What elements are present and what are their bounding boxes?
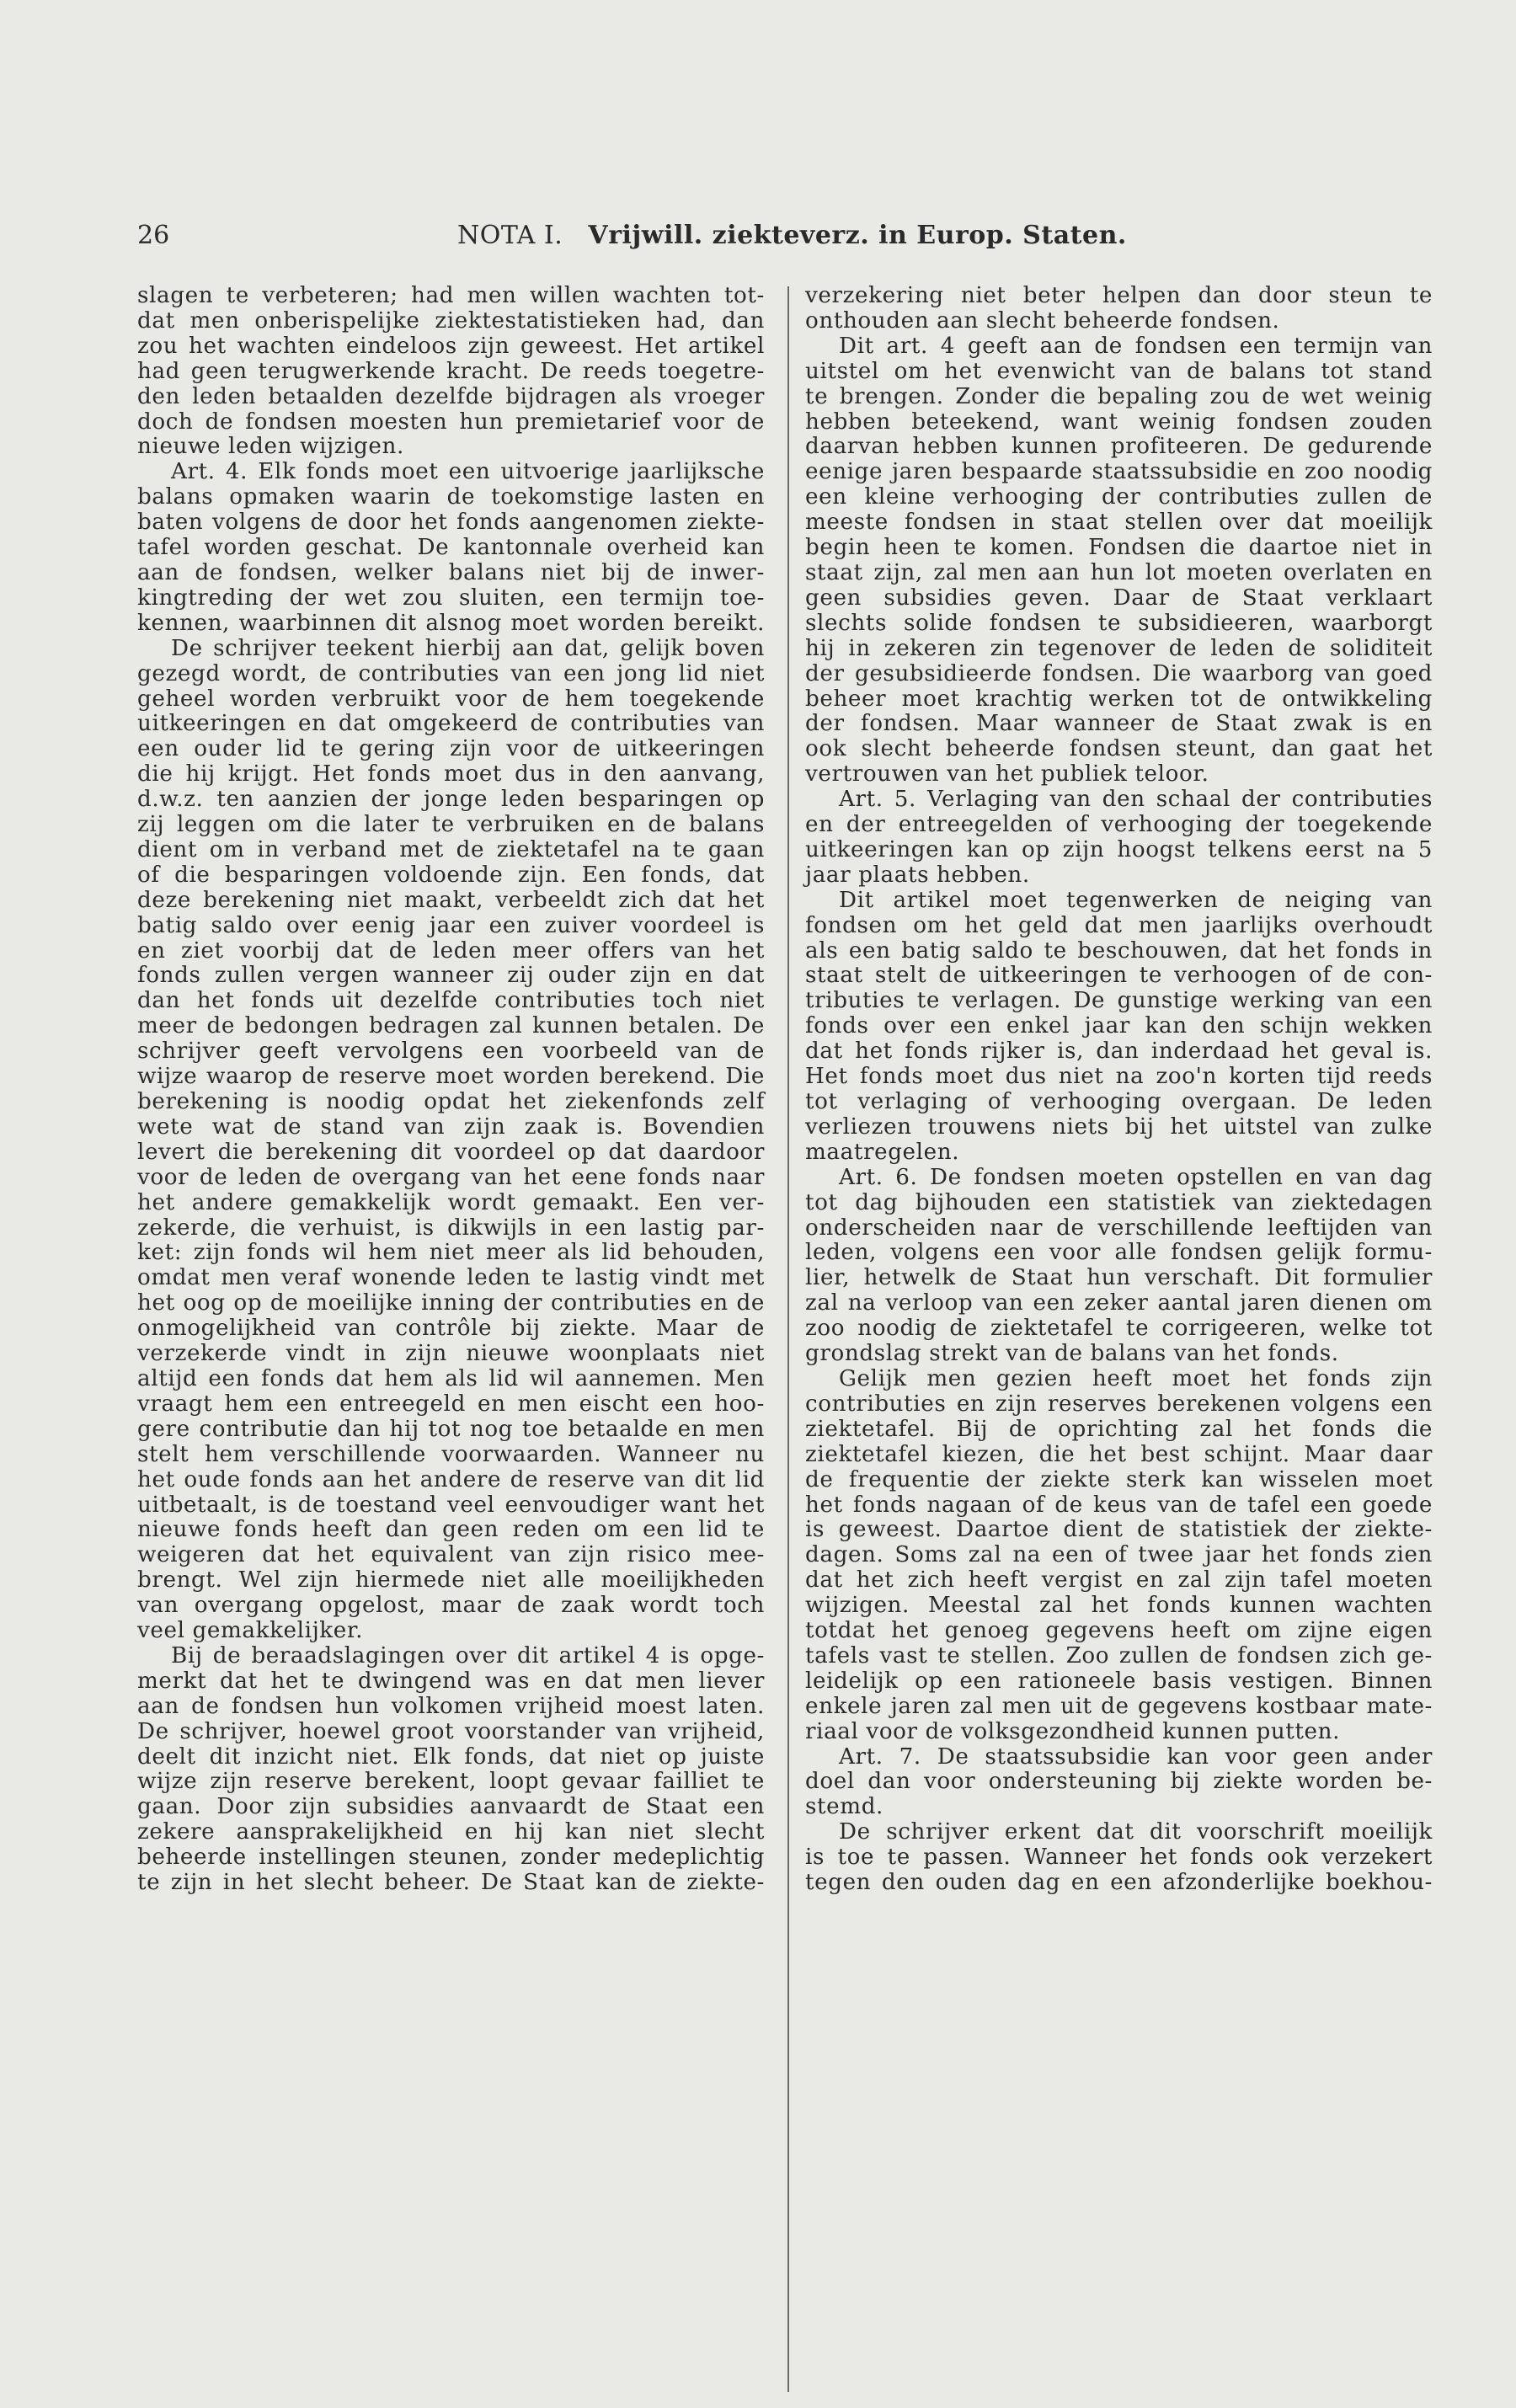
text-line: kingtreding der wet zou sluiten, een termijn toe- [137,585,765,611]
text-line: levert die berekening dit voordeel op dat daardoor [137,1139,765,1165]
text-line: is toe te passen. Wanneer het fonds ook verzekert [805,1845,1433,1871]
text-line: Dit art. 4 geeft aan de fondsen een termijn van [839,333,1433,359]
text-line: Dit artikel moet tegenwerken de neiging van [839,887,1433,913]
text-line: vraagt hem een entreegeld en men eischt een hoo- [137,1391,765,1417]
text-line: dan het fonds uit dezelfde contributies toch niet [137,988,765,1014]
text-line: Het fonds moet dus niet na zoo'n korten tijd reeds [805,1064,1433,1090]
text-line: ket: zijn fonds wil hem niet meer als lid behouden, [137,1240,765,1266]
text-line: stemd. [805,1794,883,1820]
page-number: 26 [137,221,170,250]
text-line: dient om in verband met de ziektetafel na te gaan [137,836,765,862]
text-line: meeste fondsen in staat stellen over dat moeilijk [805,510,1433,536]
text-line: brengt. Wel zijn hiermede niet alle moeilijkheden [137,1567,765,1594]
text-line: wijzigen. Meestal zal het fonds kunnen wachten [805,1593,1433,1619]
text-line: van overgang opgelost, maar de zaak wordt toch [137,1593,765,1619]
text-line: dagen. Soms zal na een of twee jaar het fonds zien [805,1542,1433,1568]
text-line: tot verlaging of verhooging overgaan. De leden [805,1089,1433,1114]
text-line: contributies en zijn reserves berekenen volgens een [805,1391,1433,1417]
text-line: beheerde instellingen steunen, zonder medeplichtig [137,1845,765,1871]
text-line: altijd een fonds dat hem als lid wil aannemen. Men [137,1365,765,1391]
text-line: fondsen om het geld dat men jaarlijks overhoudt [805,912,1433,938]
text-line: een ouder lid te gering zijn voor de uitkeeringen [137,736,765,762]
text-line: uitbetaalt, is de toestand veel eenvoudiger want het [137,1492,765,1518]
text-line: weigeren dat het equivalent van zijn risico mee- [137,1542,765,1568]
text-line: tributies te verlagen. De gunstige werking van een [805,988,1433,1014]
text-line: begin heen te komen. Fondsen die daartoe niet in [805,535,1433,561]
title-text: Vrijwill. ziekteverz. in Europ. Staten. [588,221,1127,250]
text-line: gere contributie dan hij tot nog toe betaalde en men [137,1416,765,1442]
text-line: merkt dat het te dwingend was en dat men liever [137,1668,765,1694]
text-line: der gesubsidieerde fondsen. Die waarborg van goed [805,660,1433,686]
text-line: slagen te verbeteren; had men willen wachten tot- [137,283,765,308]
text-line: uitstel om het evenwicht van de balans tot stand [805,358,1433,384]
text-line: omdat men veraf wonende leden te lastig vindt met [137,1265,765,1291]
text-line: slechts solide fondsen te subsidieeren, waarborgt [805,610,1433,636]
text-line: Bij de beraadslagingen over dit artikel 4 is opge- [171,1642,765,1669]
text-line: zekerde, die verhuist, is dikwijls in een lastig par- [137,1215,765,1241]
text-line: en der entreegelden of verhooging der toegekende [805,812,1433,838]
text-line: stelt hem verschillende voorwaarden. Wanneer nu [137,1441,765,1467]
text-line: hebben beteekend, want weinig fondsen zouden [805,408,1433,435]
text-line: staat zijn, zal men aan hun lot moeten overlaten en [805,559,1433,585]
text-line: voor de leden de overgang van het eene fonds naar [137,1164,765,1190]
text-line: is geweest. Daartoe dient de statistiek der ziekte- [805,1517,1433,1543]
text-line: staat stelt de uitkeeringen te verhoogen of de con- [805,963,1433,989]
text-line: schrijver geeft vervolgens een voorbeeld van de [137,1038,765,1065]
text-line: d.w.z. ten aanzien der jonge leden besparingen op [137,787,765,813]
text-line: te zijn in het slecht beheer. De Staat kan de ziekte- [137,1870,765,1896]
text-line: De schrijver, hoewel groot voorstander van vrijheid, [137,1718,765,1744]
text-line: Art. 5. Verlaging van den schaal der contributies [839,787,1433,813]
text-line: de frequentie der ziekte sterk kan wisselen moet [805,1466,1433,1492]
text-line: der fondsen. Maar wanneer de Staat zwak is en [805,711,1433,737]
text-line: verzekering niet beter helpen dan door steun te [805,283,1433,308]
text-line: baten volgens de door het fonds aangenomen ziekte- [137,510,765,536]
text-line: onmogelijkheid van contrôle bij ziekte. Maar de [137,1316,765,1342]
text-line: Art. 6. De fondsen moeten opstellen en van dag [839,1164,1433,1190]
text-line: leden, volgens een voor alle fondsen gelijk formu- [805,1240,1433,1266]
text-line: batig saldo over eenig jaar een zuiver voordeel is [137,912,765,938]
text-line: uitkeeringen en dat omgekeerd de contributies van [137,711,765,737]
text-line: doel dan voor ondersteuning bij ziekte worden be- [805,1769,1433,1795]
text-line: het oog op de moeilijke inning der contributies en de [137,1290,765,1316]
text-line: uitkeeringen kan op zijn hoogst telkens eerst na 5 [805,836,1433,862]
text-line: doch de fondsen moesten hun premietarief voor de [137,408,765,435]
text-line: fonds over een enkel jaar kan den schijn wekken [805,1013,1433,1039]
text-line: nieuwe leden wijzigen. [137,434,404,460]
text-line: jaar plaats hebben. [805,862,1030,888]
column-divider [787,286,789,2392]
text-line: zij leggen om die later te verbruiken en de balans [137,812,765,838]
text-line: zekere aansprakelijkheid en hij kan niet slecht [137,1819,765,1845]
text-line: het oude fonds aan het andere de reserve van dit lid [137,1466,765,1492]
text-line: grondslag strekt van de balans van het fonds. [805,1341,1339,1367]
text-line: deze berekening niet maakt, verbeeldt zich dat het [137,887,765,913]
text-line: hij in zekeren zin tegenover de leden de soliditeit [805,635,1433,661]
text-line: leidelijk op een rationeele basis vestigen. Binnen [805,1668,1433,1694]
running-title [457,221,1127,250]
text-line: gezegd wordt, de contributies van een jong lid niet [137,660,765,686]
text-line: kennen, waarbinnen dit alsnog moet worden bereikt. [137,610,765,636]
text-line: verliezen trouwens niets bij het uitstel van zulke [805,1113,1433,1140]
text-line: wijze waarop de reserve moet worden berekend. Die [137,1064,765,1090]
text-line: De schrijver teekent hierbij aan dat, gelijk boven [171,635,765,661]
text-line: een kleine verhooging der contributies zullen de [805,484,1433,510]
text-line: zou het wachten eindeloos zijn geweest. Het artikel [137,333,765,359]
text-line: onderscheiden naar de verschillende leeftijden van [805,1215,1433,1241]
text-line: Gelijk men gezien heeft moet het fonds zijn [839,1365,1433,1391]
text-line: te brengen. Zonder die bepaling zou de wet weinig [805,383,1433,409]
text-line: als een batig saldo te beschouwen, dat het fonds in [805,937,1433,964]
text-line: had geen terugwerkende kracht. De reeds toegetre- [137,358,765,384]
text-line: beheer moet krachtig werken tot de ontwikkeling [805,686,1433,712]
text-line: ziektetafel. Bij de oprichting zal het fonds die [805,1416,1433,1442]
text-line: tafels vast te stellen. Zoo zullen de fondsen zich ge- [805,1642,1433,1669]
text-line: maatregelen. [805,1139,960,1165]
text-line: wete wat de stand van zijn zaak is. Bovendien [137,1113,765,1140]
text-line: Art. 4. Elk fonds moet een uitvoerige jaarlijksche [171,459,765,485]
text-line: dat men onberispelijke ziektestatistieken had, dan [137,307,765,334]
text-line: enkele jaren zal men uit de gegevens kostbaar mate- [805,1693,1433,1719]
text-line: tegen den ouden dag en een afzonderlijke boekhou- [805,1870,1433,1896]
text-line: onthouden aan slecht beheerde fondsen. [805,307,1280,334]
text-line: aan de fondsen, welker balans niet bij de inwer- [137,559,765,585]
text-line: totdat het genoeg gegevens heeft om zijne eigen [805,1618,1433,1644]
text-line: Art. 7. De staatssubsidie kan voor geen ander [839,1743,1433,1770]
text-line: den leden betaalden dezelfde bijdragen als vroeger [137,383,765,409]
text-line: zal na verloop van een zeker aantal jaren dienen om [805,1290,1433,1316]
text-line: balans opmaken waarin de toekomstige lasten en [137,484,765,510]
text-line: geheel worden verbruikt voor de hem toegekende [137,686,765,712]
text-line: verzekerde vindt in zijn nieuwe woonplaats niet [137,1341,765,1367]
text-line: tot dag bijhouden een statistiek van ziektedagen [805,1189,1433,1215]
text-line: wijze zijn reserve berekent, loopt gevaar failliet te [137,1769,765,1795]
text-line: vertrouwen van het publiek teloor. [805,761,1209,788]
text-line: daarvan hebben kunnen profiteeren. De gedurende [805,434,1433,460]
text-line: aan de fondsen hun volkomen vrijheid moest laten. [137,1693,765,1719]
text-line: veel gemakkelijker. [137,1618,364,1644]
nota-label: NOTA I. [457,221,563,250]
text-line: nieuwe fonds heeft dan geen reden om een lid te [137,1517,765,1543]
text-line: dat het fonds rijker is, dan inderdaad het geval is. [805,1038,1433,1065]
text-line: riaal voor de volksgezondheid kunnen putten. [805,1718,1341,1744]
text-line: eenige jaren bespaarde staatssubsidie en zoo noodig [805,459,1433,485]
text-line: dat het zich heeft vergist en zal zijn tafel moeten [805,1567,1433,1594]
right-column [805,284,1433,1896]
text-line: geen subsidies geven. Daar de Staat verklaart [805,585,1433,611]
text-line: deelt dit inzicht niet. Elk fonds, dat niet op juiste [137,1743,765,1770]
text-line: tafel worden geschat. De kantonnale overheid kan [137,535,765,561]
left-column [137,284,765,1896]
text-line: ziektetafel kiezen, die het best schijnt. Maar daar [805,1441,1433,1467]
text-line: die hij krijgt. Het fonds moet dus in den aanvang, [137,761,765,788]
text-line: of die besparingen voldoende zijn. Een fonds, dat [137,862,765,888]
text-line: zoo noodig de ziektetafel te corrigeeren, welke tot [805,1316,1433,1342]
running-head [137,221,1431,263]
text-line: het fonds nagaan of de keus van de tafel een goede [805,1492,1433,1518]
text-line: meer de bedongen bedragen zal kunnen betalen. De [137,1013,765,1039]
text-line: gaan. Door zijn subsidies aanvaardt de Staat een [137,1794,765,1820]
text-line: het andere gemakkelijk wordt gemaakt. Een ver- [137,1189,765,1215]
text-line: en ziet voorbij dat de leden meer offers van het [137,937,765,964]
text-line: ook slecht beheerde fondsen steunt, dan gaat het [805,736,1433,762]
text-line: fonds zullen vergen wanneer zij ouder zijn en dat [137,963,765,989]
text-line: lier, hetwelk de Staat hun verschaft. Dit formulier [805,1265,1433,1291]
text-line: berekening is noodig opdat het ziekenfonds zelf [137,1089,765,1114]
text-line: De schrijver erkent dat dit voorschrift moeilijk [839,1819,1433,1845]
